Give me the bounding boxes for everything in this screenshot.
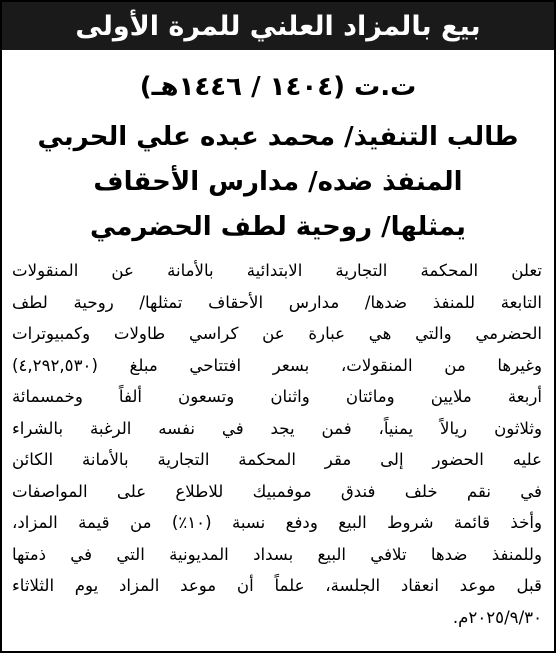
executed-against: المنفذ ضده/ مدارس الأحقاف: [93, 167, 463, 197]
body-line: التابعة للمنفذ ضدها/ مدارس الأحقاف تمثلها/ روحية لطف: [12, 292, 542, 312]
body-line-date: ٢٠٢٥/٩/٣٠م.: [452, 607, 542, 627]
case-number: ت.ت (١٤٠٤ / ١٤٤٦هـ): [139, 72, 417, 102]
body-line: وللمنفذ ضدها تلافي البيع بسداد المديونية التي في ذمتها: [12, 544, 542, 564]
body-line: وثلاثون ريالاً يمنياً، فمن يجد في نفسه الرغبة بالشراء: [12, 418, 542, 438]
notice-header-bar: [2, 2, 554, 50]
body-line: تعلن المحكمة التجارية الابتدائية بالأمانة عن المنقولات: [12, 261, 542, 280]
body-line: عليه الحضور إلى مقر المحكمة التجارية بالأمانة الكائن: [12, 450, 542, 469]
body-line: قبل موعد انعقاد الجلسة، علماً أن موعد المزاد يوم الثلاثاء: [12, 576, 542, 595]
notice-body: [12, 255, 542, 633]
notice-header-title: بيع بالمزاد العلني للمرة الأولى: [75, 10, 481, 42]
body-line: أربعة ملايين ومائتان واثنان وتسعون ألفاً وخمسمائة: [12, 387, 542, 406]
body-line: الحضرمي والتي هي عبارة عن كراسي طاولات وكمبيوترات: [12, 324, 542, 343]
execution-requester: طالب التنفيذ/ محمد عبده علي الحربي: [37, 122, 519, 152]
body-line: وغيرها من المنقولات، بسعر افتتاحي مبلغ (٤,٢٩٢,٥٣٠): [12, 355, 542, 375]
body-line: وأخذ قائمة شروط البيع ودفع نسبة (١٠٪) من قيمة المزاد،: [12, 513, 542, 532]
represented-by: يمثلها/ روحية لطف الحضرمي: [90, 212, 466, 242]
body-line: في نقم خلف فندق موفمبيك للاطلاع على المواصفات: [12, 481, 542, 501]
